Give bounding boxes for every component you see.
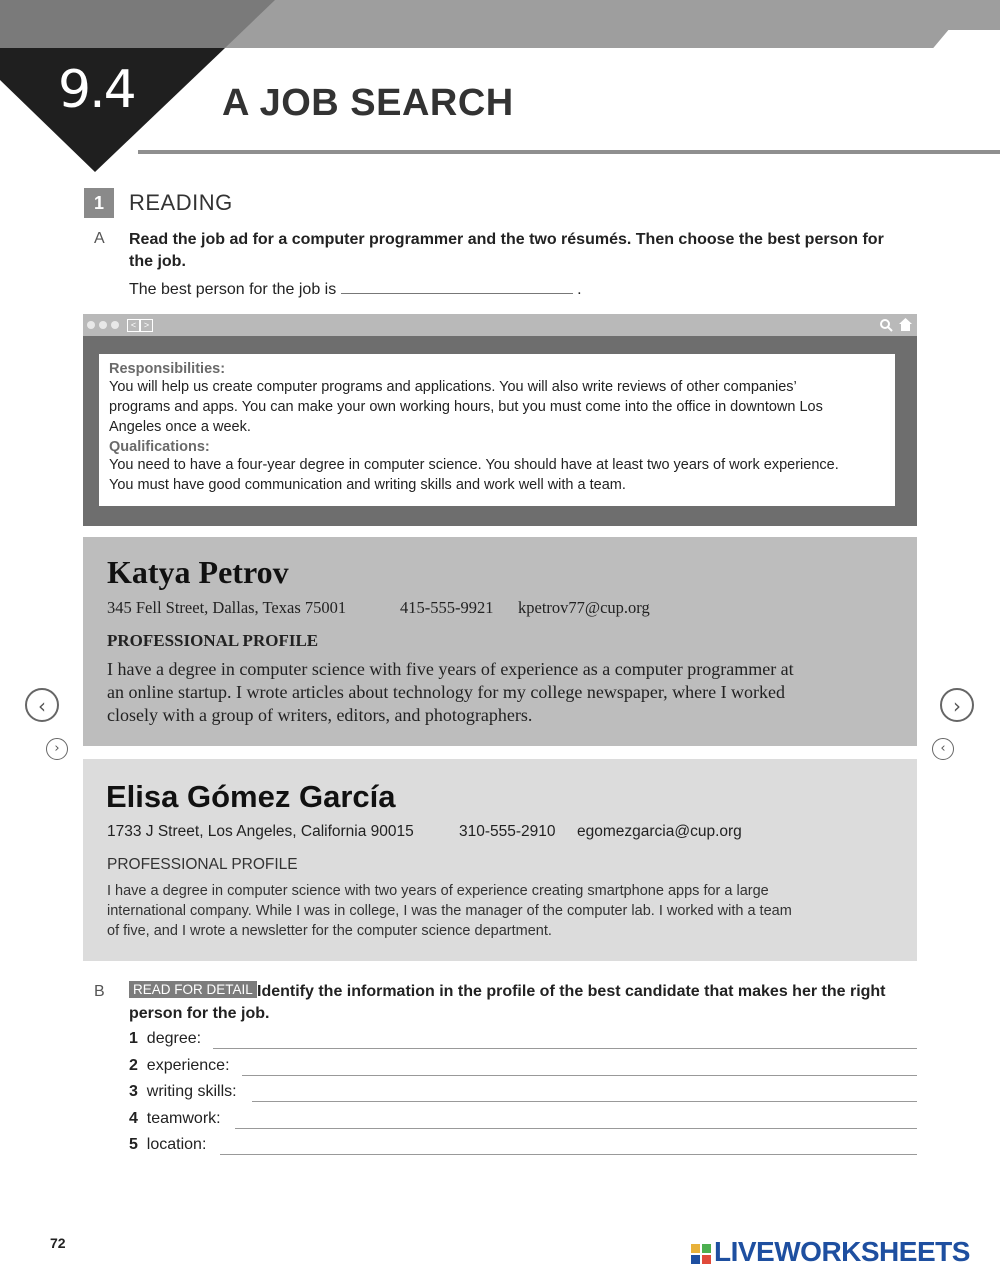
prompt-end: . — [577, 281, 582, 298]
page-number: 72 — [50, 1235, 66, 1251]
qualifications-heading: Qualifications: — [109, 439, 210, 455]
resume-email: kpetrov77@cup.org — [518, 598, 650, 617]
resume-phone: 310-555-2910 — [459, 823, 556, 840]
search-icon[interactable] — [879, 318, 893, 332]
job-ad — [99, 354, 895, 506]
next-page-button[interactable]: › — [940, 688, 974, 722]
text-line: an online startup. I wrote articles about technology for my college newspaper, where I worked — [107, 682, 786, 702]
qualifications-text — [109, 455, 889, 495]
question-label: location: — [146, 1136, 207, 1153]
unit-title: A JOB SEARCH — [222, 82, 514, 124]
header-rule — [138, 150, 1000, 154]
location-answer-line[interactable] — [220, 1154, 917, 1155]
read-for-detail-tag: READ FOR DETAIL — [129, 981, 257, 998]
resume-name: Katya Petrov — [107, 554, 289, 590]
responsibilities-text — [109, 377, 889, 437]
logo-squares-icon — [690, 1243, 714, 1265]
profile-text — [107, 658, 907, 727]
section-title: READING — [129, 190, 233, 215]
window-dot-icon — [111, 321, 119, 329]
resume-phone: 415-555-9921 — [400, 598, 494, 617]
profile-heading: PROFESSIONAL PROFILE — [107, 856, 298, 873]
exercise-a-prompt — [129, 279, 582, 299]
resume-address: 345 Fell Street, Dallas, Texas 75001 — [107, 598, 347, 617]
resume-name: Elisa Gómez García — [106, 779, 396, 814]
exercise-b-letter: B — [94, 983, 105, 1000]
exercise-a-instruction — [129, 229, 919, 273]
next-small-button[interactable]: › — [46, 738, 68, 760]
profile-heading: PROFESSIONAL PROFILE — [107, 631, 319, 650]
text-line: I have a degree in computer science with two years of experience creating smartphone apps for a large — [107, 883, 769, 899]
browser-forward-button[interactable]: > — [140, 319, 153, 332]
profile-text — [107, 881, 907, 941]
question-row — [129, 1057, 230, 1079]
question-row — [129, 1030, 201, 1052]
text-line: You need to have a four-year degree in computer science. You should have at least two years of work experience. — [109, 457, 839, 473]
liveworksheets-logo — [690, 1236, 970, 1268]
home-icon[interactable] — [898, 317, 913, 332]
text-line: programs and apps. You can make your own working hours, but you must come into the office in downtown Los — [109, 399, 823, 415]
question-row — [129, 1136, 206, 1158]
responsibilities-heading: Responsibilities: — [109, 361, 226, 377]
window-dot-icon — [99, 321, 107, 329]
question-label: experience: — [146, 1057, 230, 1074]
question-number: 5 — [129, 1136, 138, 1153]
section-number: 1 — [84, 188, 114, 218]
question-label: degree: — [146, 1030, 202, 1047]
instruction-line: Read the job ad for a computer programmer and the two résumés. Then choose the best person for — [129, 231, 884, 248]
previous-page-button[interactable]: ‹ — [25, 688, 59, 722]
question-row — [129, 1083, 237, 1105]
text-line: international company. While I was in college, I was the manager of the computer lab. I worked with a team — [107, 903, 792, 919]
text-line: I have a degree in computer science with five years of experience as a computer programmer at — [107, 659, 794, 679]
text-line: You must have good communication and writing skills and work well with a team. — [109, 477, 626, 493]
resume-address: 1733 J Street, Los Angeles, California 90015 — [107, 823, 414, 840]
exercise-b-instruction-line1: Identify the information in the profile of the best candidate that makes her the right — [257, 983, 886, 1000]
question-label: writing skills: — [146, 1083, 237, 1100]
exercise-a-letter: A — [94, 230, 105, 247]
writing-skills-answer-line[interactable] — [252, 1101, 917, 1102]
exercise-b-instruction-line2: person for the job. — [129, 1005, 270, 1022]
question-number: 3 — [129, 1083, 138, 1100]
text-line: of five, and I wrote a newsletter for the computer science department. — [107, 923, 552, 939]
resume-email: egomezgarcia@cup.org — [577, 823, 742, 840]
experience-answer-line[interactable] — [242, 1075, 917, 1076]
window-dot-icon — [87, 321, 95, 329]
previous-small-button[interactable]: ‹ — [932, 738, 954, 760]
question-label: teamwork: — [146, 1110, 221, 1127]
degree-answer-line[interactable] — [213, 1048, 917, 1049]
resume-elisa — [83, 759, 917, 961]
text-line: You will help us create computer programs and applications. You will also write reviews of other companies’ — [109, 379, 797, 395]
question-row — [129, 1110, 221, 1132]
teamwork-answer-line[interactable] — [235, 1128, 917, 1129]
logo-text: LIVEWORKSHEETS — [714, 1236, 970, 1267]
text-line: closely with a group of writers, editors, and photographers. — [107, 705, 533, 725]
question-number: 1 — [129, 1030, 138, 1047]
resume-katya — [83, 537, 917, 746]
best-person-answer-blank[interactable] — [341, 279, 573, 294]
instruction-line: the job. — [129, 253, 186, 270]
prompt-text: The best person for the job is — [129, 281, 337, 298]
browser-toolbar — [83, 314, 917, 336]
browser-back-button[interactable]: < — [127, 319, 140, 332]
question-number: 4 — [129, 1110, 138, 1127]
unit-number: 9.4 — [58, 60, 135, 120]
question-number: 2 — [129, 1057, 138, 1074]
text-line: Angeles once a week. — [109, 419, 251, 435]
